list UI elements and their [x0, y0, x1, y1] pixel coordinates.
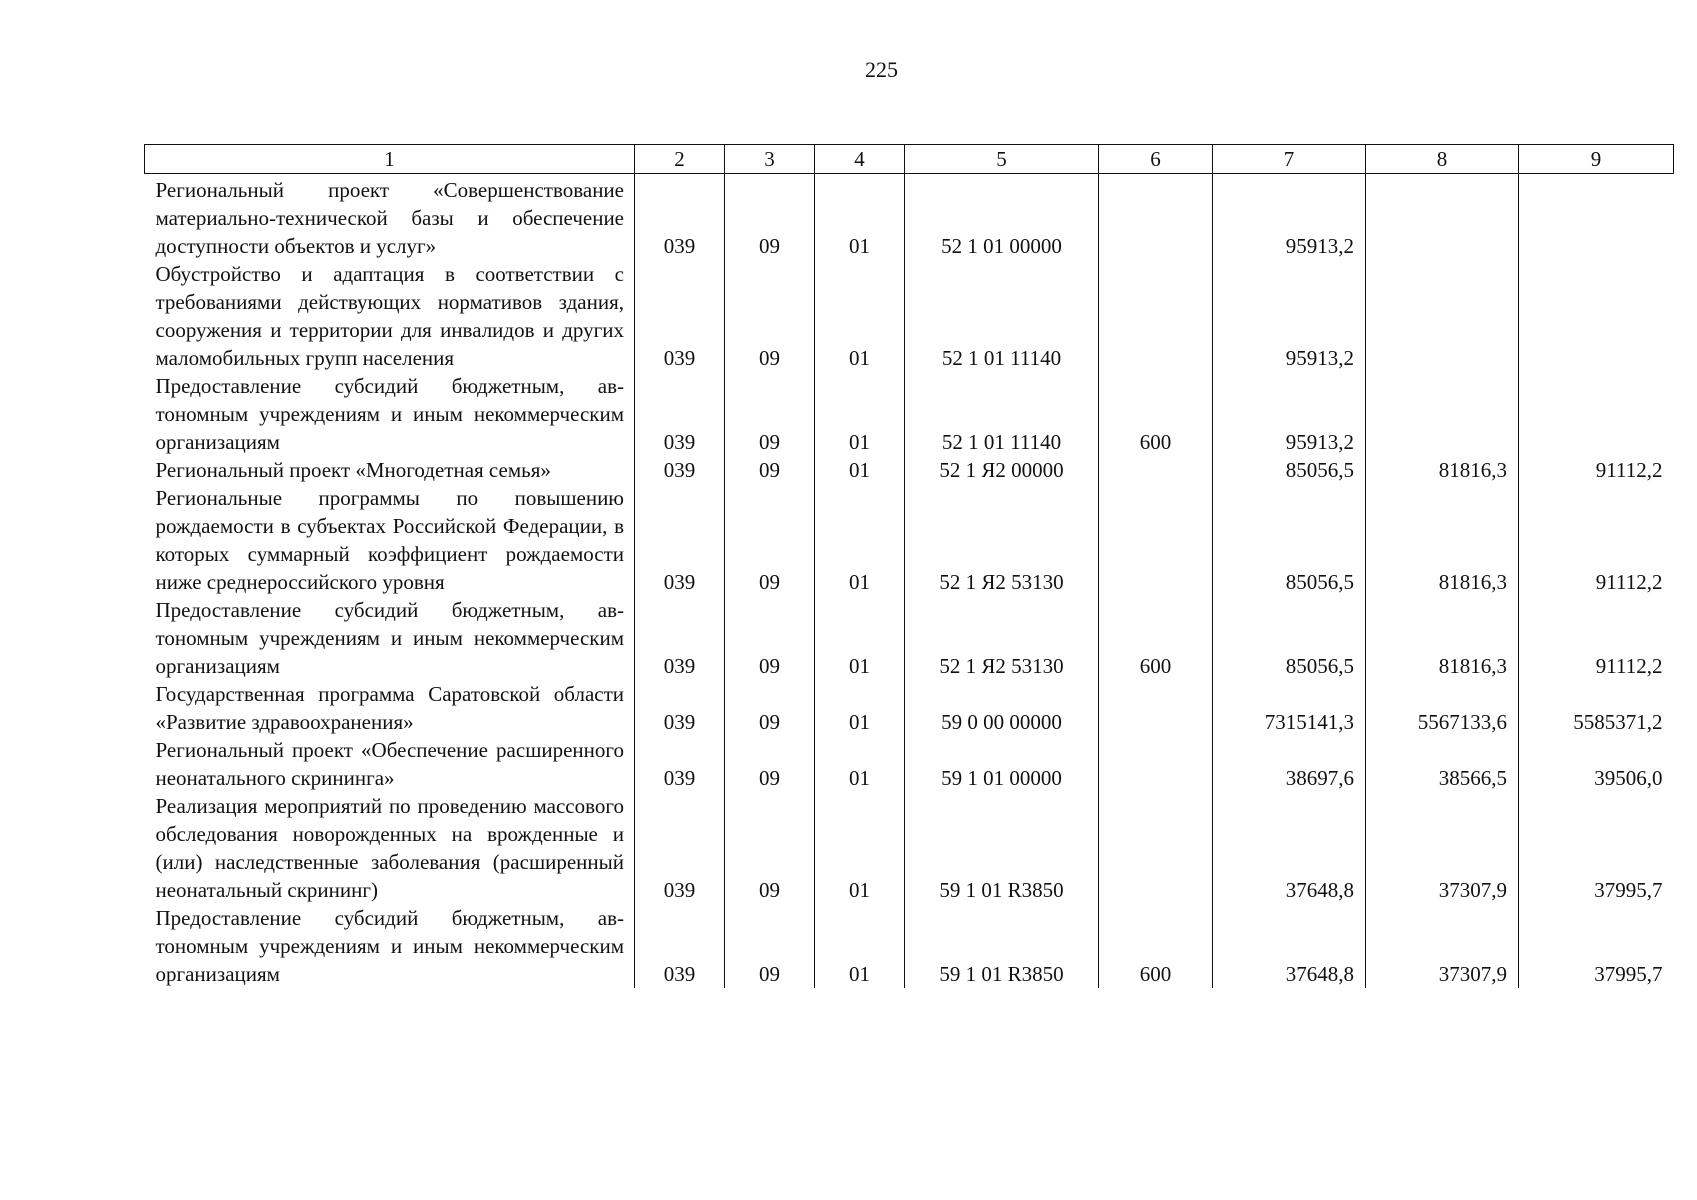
- table-row: [145, 792, 1674, 904]
- amount-col7: 38697,6: [1213, 736, 1366, 792]
- table-row: [145, 372, 1674, 456]
- amount-col8: [1366, 174, 1519, 261]
- target-article-code: 52 1 01 11140: [905, 372, 1099, 456]
- subsection-code: 01: [815, 174, 905, 261]
- amount-col7: 95913,2: [1213, 372, 1366, 456]
- subsection-code: 01: [815, 904, 905, 988]
- expense-type-code: [1099, 792, 1213, 904]
- expense-type-code: [1099, 260, 1213, 372]
- amount-col8: 37307,9: [1366, 792, 1519, 904]
- expense-type-code: 600: [1099, 596, 1213, 680]
- row-name: Региональный проект «Обеспечение расширенного неонатального скрининга»: [145, 736, 635, 792]
- amount-col8: [1366, 260, 1519, 372]
- column-header: 1: [145, 145, 635, 174]
- expense-type-code: [1099, 680, 1213, 736]
- subsection-code: 01: [815, 260, 905, 372]
- section-code: 09: [725, 484, 815, 596]
- amount-col9: 37995,7: [1594, 878, 1663, 902]
- ministry-code: 039: [635, 904, 725, 988]
- amount-col8: 81816,3: [1366, 596, 1519, 680]
- target-article-code: 52 1 01 00000: [905, 174, 1099, 261]
- budget-table: [144, 144, 1674, 988]
- expense-type-code: 600: [1099, 372, 1213, 456]
- amount-col9: [1519, 174, 1674, 261]
- amount-col9: [1519, 260, 1674, 372]
- table-row: [145, 596, 1674, 680]
- amount-col7: 37648,8: [1213, 904, 1366, 988]
- target-article-code: 52 1 Я2 53130: [905, 484, 1099, 596]
- row-name: Региональные программы по повышению рождаемости в субъектах Российской Федерации, в которых суммарный коэффициент рождаемости ниже среднероссийского уровня: [145, 484, 635, 596]
- expense-type-code: [1099, 456, 1213, 484]
- amount-col9: 91112,2: [1595, 654, 1663, 678]
- table-header-row: [145, 145, 1674, 174]
- amount-col9: 39506,0: [1594, 766, 1663, 790]
- column-header: 2: [635, 145, 725, 174]
- ministry-code: 039: [635, 484, 725, 596]
- table-row: [145, 680, 1674, 736]
- subsection-code: 01: [815, 456, 905, 484]
- subsection-code: 01: [815, 680, 905, 736]
- section-code: 09: [725, 260, 815, 372]
- amount-col8: 81816,3: [1366, 456, 1519, 484]
- column-header: 5: [905, 145, 1099, 174]
- page-number: 225: [865, 57, 898, 82]
- column-header: 9: [1519, 145, 1674, 174]
- amount-col9: [1519, 372, 1674, 456]
- ministry-code: 039: [635, 680, 725, 736]
- section-code: 09: [725, 174, 815, 261]
- row-name: Обустройство и адаптация в соответствии с требованиями действующих нормативов здания, сооружения и территории для инвалидов и других маломобильных групп населения: [145, 260, 635, 372]
- table-row: [145, 904, 1674, 988]
- table-row: [145, 174, 1674, 261]
- row-name: Реализация мероприятий по проведению массового обследования новорожденных на врожденные и (или) наследственные заболевания (расширенный неонатальный скрининг): [145, 792, 635, 904]
- table-row: [145, 456, 1674, 484]
- ministry-code: 039: [635, 596, 725, 680]
- subsection-code: 01: [815, 792, 905, 904]
- amount-col7: 95913,2: [1213, 174, 1366, 261]
- target-article-code: 59 0 00 00000: [905, 680, 1099, 736]
- row-name: Государственная программа Саратовской области «Развитие здравоохранения»: [145, 680, 635, 736]
- table-row: [145, 736, 1674, 792]
- amount-col8: 37307,9: [1366, 904, 1519, 988]
- column-header: 7: [1213, 145, 1366, 174]
- section-code: 09: [725, 596, 815, 680]
- amount-col7: 85056,5: [1213, 596, 1366, 680]
- ministry-code: 039: [635, 456, 725, 484]
- table-row: [145, 260, 1674, 372]
- ministry-code: 039: [635, 260, 725, 372]
- ministry-code: 039: [635, 736, 725, 792]
- expense-type-code: [1099, 174, 1213, 261]
- row-name: Предоставление субсидий бюджетным, автономным учреждениям и иным некоммерческим организациям: [145, 596, 635, 680]
- subsection-code: 01: [815, 372, 905, 456]
- target-article-code: 59 1 01 R3850: [905, 792, 1099, 904]
- amount-col7: 95913,2: [1213, 260, 1366, 372]
- expense-type-code: [1099, 736, 1213, 792]
- row-name: Региональный проект «Многодетная семья»: [145, 456, 635, 484]
- target-article-code: 59 1 01 00000: [905, 736, 1099, 792]
- row-name: Региональный проект «Совершенствование материально-технической базы и обеспечение доступности объектов и услуг»: [145, 174, 635, 261]
- row-name: Предоставление субсидий бюджетным, автономным учреждениям и иным некоммерческим организациям: [145, 904, 635, 988]
- target-article-code: 59 1 01 R3850: [905, 904, 1099, 988]
- column-header: 3: [725, 145, 815, 174]
- section-code: 09: [725, 372, 815, 456]
- ministry-code: 039: [635, 174, 725, 261]
- amount-col9: 37995,7: [1594, 962, 1663, 986]
- ministry-code: 039: [635, 792, 725, 904]
- amount-col8: [1366, 372, 1519, 456]
- amount-col7: 7315141,3: [1213, 680, 1366, 736]
- section-code: 09: [725, 904, 815, 988]
- target-article-code: 52 1 Я2 53130: [905, 596, 1099, 680]
- amount-col8: 5567133,6: [1366, 680, 1519, 736]
- amount-col9: 91112,2: [1595, 458, 1663, 482]
- subsection-code: 01: [815, 736, 905, 792]
- column-header: 8: [1366, 145, 1519, 174]
- amount-col8: 81816,3: [1366, 484, 1519, 596]
- amount-col7: 85056,5: [1213, 456, 1366, 484]
- section-code: 09: [725, 680, 815, 736]
- column-header: 6: [1099, 145, 1213, 174]
- amount-col9: 5585371,2: [1573, 710, 1663, 734]
- subsection-code: 01: [815, 484, 905, 596]
- ministry-code: 039: [635, 372, 725, 456]
- expense-type-code: 600: [1099, 904, 1213, 988]
- amount-col7: 37648,8: [1213, 792, 1366, 904]
- target-article-code: 52 1 Я2 00000: [905, 456, 1099, 484]
- row-name: Предоставление субсидий бюджетным, автономным учреждениям и иным некоммерческим организациям: [145, 372, 635, 456]
- section-code: 09: [725, 792, 815, 904]
- amount-col7: 85056,5: [1213, 484, 1366, 596]
- amount-col8: 38566,5: [1366, 736, 1519, 792]
- expense-type-code: [1099, 484, 1213, 596]
- target-article-code: 52 1 01 11140: [905, 260, 1099, 372]
- section-code: 09: [725, 736, 815, 792]
- section-code: 09: [725, 456, 815, 484]
- subsection-code: 01: [815, 596, 905, 680]
- column-header: 4: [815, 145, 905, 174]
- amount-col9: 91112,2: [1595, 570, 1663, 594]
- table-row: [145, 484, 1674, 596]
